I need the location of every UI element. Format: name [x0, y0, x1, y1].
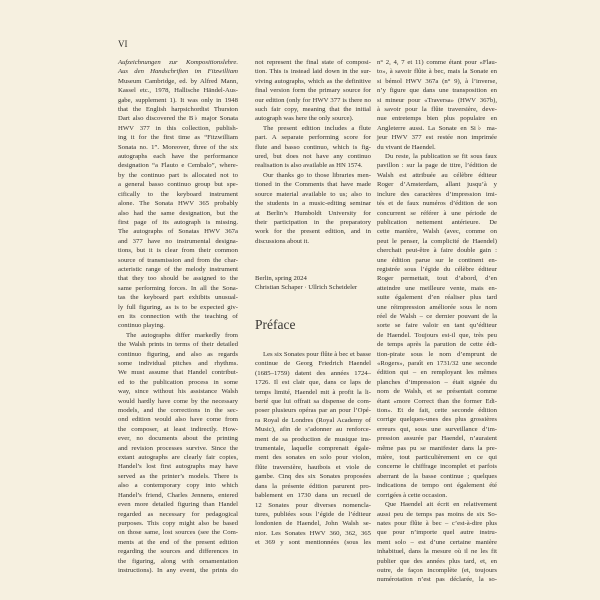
- text-line: cherchait peut-être à faire double gain :: [377, 247, 497, 255]
- text-line: ra Royal de Londres (Royal Academy of: [255, 416, 371, 424]
- text-line: The autographs differ markedly from: [126, 331, 238, 339]
- text-line: and revision processes survive. Since the: [118, 444, 238, 452]
- text-line: would hardly have come by the necessary: [118, 397, 238, 405]
- text-line: continuo figuring, and also as regards: [118, 350, 238, 358]
- text-line: outre, de façon incomplète (et, toujours: [377, 566, 497, 574]
- text-line: 1726. Il est clair que, dans ce laps de: [255, 379, 371, 387]
- text-line: Handel’s friend, Charles Jennens, entered: [118, 491, 238, 499]
- text-line: indications de tempo ont également été: [377, 482, 497, 490]
- text-line: the Walsh prints in terms of their detailed: [118, 341, 238, 349]
- text-line: continuo playing.: [118, 322, 165, 330]
- text-line: jeur HWV 377 est restée non imprimée: [377, 134, 497, 142]
- english-column-2: [255, 58, 371, 246]
- paragraph: [377, 500, 497, 585]
- text-line: gambe. Cinq des six Sonates proposées: [255, 473, 371, 481]
- text-line: tés et de faux numéros d’édition de son: [377, 200, 497, 208]
- text-line: planches d’impression – était signée du: [377, 378, 497, 386]
- text-line: tion-pirate sous le nom d’emprunt de: [377, 350, 497, 358]
- text-line: HWV 377 in this collection, publish-: [118, 124, 238, 132]
- french-column-2: [377, 58, 497, 585]
- page-number: VI: [118, 39, 128, 49]
- text-line: du vivant de Haendel.: [377, 143, 436, 151]
- text-line: the composer, at least indirectly. How-: [118, 425, 238, 433]
- paragraph: [255, 58, 371, 124]
- text-line: a general basso continuo group but spe-: [118, 181, 238, 189]
- text-line: même pas pu se manifester dans la pre-: [377, 444, 497, 452]
- paragraph: [118, 58, 238, 331]
- text-line: (1685–1759) datent des années 1724–: [255, 369, 371, 377]
- text-line: regarded as necessary for pedagogical: [118, 510, 238, 518]
- text-line: de temps après la parution de cette édi-: [377, 341, 497, 349]
- text-line: suite également d’en réaliser plus tard: [377, 294, 497, 302]
- text-line: ond edition would also have come from: [118, 416, 238, 424]
- section-heading: Préface: [255, 317, 296, 332]
- text-line: à savoir pour la flûte traversière, deve-: [377, 106, 497, 114]
- text-line: not represent the final state of composi-: [255, 59, 371, 66]
- text-line: londonien de Haendel, John Walsh se-: [255, 520, 371, 528]
- text-line: ment solo – est d’une certaine manière: [377, 538, 497, 546]
- text-line: tions, but it is clear from their common: [118, 247, 238, 255]
- text-line: at Berlin’s Humboldt University for: [255, 209, 371, 217]
- text-line: concurrent se référer à une période de: [377, 209, 497, 217]
- text-line: corrige quelques-unes des plus grossières: [377, 416, 497, 424]
- text-line: our edition (only for HWV 377 is there no: [255, 96, 371, 104]
- paragraph: [377, 58, 497, 152]
- text-line: Music), afin de s’adonner au renforce-: [255, 426, 371, 434]
- text-line: the figuring, along with ornamentation: [118, 557, 238, 565]
- text-line: si bémol HWV 367a (n° 9), à l’inverse,: [377, 77, 497, 85]
- text-line: nates pour flûte à bec – c’est-à-dire plus: [377, 519, 497, 527]
- text-line: dans la présente édition parurent pro-: [255, 482, 371, 490]
- text-line: tioned in the Comments that have made: [255, 181, 371, 189]
- text-line: flute and basso continuo, which is fig-: [255, 143, 371, 151]
- text-line: si mineur pour «Traversa» (HWV 367b),: [377, 96, 497, 104]
- text-line: aussi peu de temps pas moins de six So-: [377, 510, 497, 518]
- text-line: ing it for the first time as “Fitzwilliam: [118, 134, 238, 142]
- text-line: 12 Sonates pour diverses nomencla-: [255, 501, 371, 509]
- text-line: also had the same designation, but the: [118, 209, 238, 217]
- text-line: registrée sous l’égide du célèbre éditeur: [377, 265, 497, 273]
- text-line: Our thanks go to those libraries men-: [263, 171, 371, 179]
- text-line: tas the keyboard part exhibits unusual-: [118, 294, 238, 302]
- text-line: sorte se faire valoir en tant qu’éditeur: [377, 322, 497, 330]
- text-line: ed to the publication process in some: [118, 378, 238, 386]
- text-line: even more detailed figuring than Handel: [118, 501, 238, 509]
- text-line: We must assume that Handel contribut-: [118, 369, 238, 377]
- text-line: on those same, lost sources (see the Com-: [118, 529, 238, 537]
- text-line: Du reste, la publication se fit sous faux: [385, 153, 497, 161]
- text-line: viving autographs, which as the definitive: [255, 77, 371, 85]
- text-line: Aus den Handschriften im Fitzwilliam: [118, 68, 238, 76]
- text-line: Roger permettait, tout d’abord, d’en: [377, 275, 497, 283]
- text-line: erreurs qui, sous une surveillance d’im-: [377, 425, 497, 433]
- text-line: une édition parue sur le continent en-: [377, 256, 497, 264]
- paragraph: [118, 331, 238, 576]
- text-line: Dart also discovered the B♭ major Sonata: [118, 115, 238, 123]
- text-line: final version form the primary source for: [255, 87, 371, 95]
- text-line: tures, publiées sous l’égide de l’éditeur: [255, 510, 371, 518]
- text-line: numérotation n’est pas déclarée, la so-: [377, 576, 497, 584]
- text-line: acteristic range of the melody instrument: [118, 265, 238, 273]
- text-line: such fair copy, meaning that the initial: [255, 106, 371, 114]
- text-line: Les six Sonates pour flûte à bec et basse: [263, 351, 371, 358]
- text-line: Aufzeichnungen zur Kompositionslehre.: [118, 59, 238, 66]
- paragraph: [377, 152, 497, 500]
- text-line: corrigées à cette occasion.: [377, 491, 448, 499]
- text-line: and 377 have no instrumental designa-: [118, 237, 238, 245]
- text-line: nom de Walsh, et se présentait comme: [377, 388, 497, 396]
- text-line: ly full figuring, as is to be expected giv-: [118, 303, 238, 311]
- text-line: Walsh est attribuée au célèbre éditeur: [377, 171, 497, 179]
- text-line: served as the printer’s models. There is: [118, 472, 238, 480]
- text-line: same performing forces. In all the Sona-: [118, 284, 238, 292]
- text-line: Roger d’Amsterdam, allant jusqu’à y: [377, 181, 497, 189]
- text-line: tion». Et de fait, cette seconde édition: [377, 407, 497, 415]
- signature: [255, 274, 357, 293]
- text-line: ment de sa production de musique ins-: [255, 435, 371, 443]
- text-line: Que Haendel ait écrit en relativement: [385, 501, 497, 509]
- text-line: n’y figure que dans une transposition en: [377, 87, 497, 95]
- text-line: une réimpression améliorée sous le nom: [377, 303, 497, 311]
- text-line: nior. Les Sonates HWV 360, 362, 365: [255, 529, 371, 537]
- text-line: bablement en 1730 dans un recueil de: [255, 492, 371, 500]
- text-line: Sonata no. 1”. Moreover, three of the six: [118, 143, 238, 151]
- french-column-1: [255, 350, 371, 548]
- paragraph: [255, 124, 371, 171]
- text-line: discussions about it.: [255, 237, 310, 245]
- text-line: designation “a Flauto e Cembalo”, where-: [118, 162, 238, 170]
- text-line: aberrant de la basse continue ; quelques: [377, 472, 497, 480]
- text-line: source material available to us; also to: [255, 190, 371, 198]
- text-line: de Haendel. Toujours est-il que, très peu: [377, 331, 497, 339]
- text-line: inclure des caractères d’impression imi-: [377, 190, 497, 198]
- text-line: instructions). In any event, the prints do: [118, 566, 238, 574]
- text-line: étant «more Correct than the former Edi-: [377, 397, 497, 405]
- text-line: work for the present edition, and in: [255, 228, 371, 236]
- text-line: temps limité, Haendel mit à profit la li-: [255, 388, 371, 396]
- text-line: way, since without his assistance Walsh: [118, 388, 238, 396]
- text-line: gabe, supplement 1). It was only in 1948: [118, 96, 238, 104]
- text-line: source of transmission and from the char-: [118, 256, 238, 264]
- text-line: first page of its autograph is missing.: [118, 218, 238, 226]
- text-line: that they too should be assigned to the: [118, 275, 238, 283]
- text-line: continue de Georg Friedrich Haendel: [255, 360, 371, 368]
- text-line: The autographs of Sonatas HWV 367a: [118, 228, 238, 236]
- text-line: that the English harpsichordist Thurston: [118, 106, 238, 114]
- text-line: extant autographs are clearly fair copies,: [118, 454, 238, 462]
- text-line: realisation is also available as HN 1574.: [255, 162, 363, 170]
- text-line: ever, no documents about the printing: [118, 435, 238, 443]
- text-line: part. A separate performing score for: [255, 134, 371, 142]
- text-line: cette manière, Walsh (avec, comme on: [377, 228, 497, 236]
- text-line: regarding the sources and differences in: [118, 548, 238, 556]
- text-line: poser plusieurs opéras par an pour l’Opé-: [255, 407, 371, 415]
- text-line: purposes. This copy might also be based: [118, 519, 238, 527]
- text-line: réel de Walsh – ce dernier pouvant de la: [377, 312, 497, 320]
- text-line: n° 2, 4, 7 et 11) comme étant pour «Flau-: [377, 59, 497, 66]
- text-line: inhabituel, dans la mesure où il ne les fit: [377, 548, 497, 556]
- text-line: concerne le chiffrage incomplet et parfois: [377, 463, 497, 471]
- text-line: Angleterre aussi. La Sonate en Si♭ ma-: [377, 124, 497, 132]
- text-line: Handel’s lost first autographs may have: [118, 463, 238, 471]
- text-line: their participation in the preparatory: [255, 218, 371, 226]
- text-line: ured, but does not have any continuo: [255, 153, 371, 161]
- text-line: autograph was here the only source).: [255, 115, 354, 123]
- text-line: alone. The Sonata HWV 365 probably: [118, 200, 238, 208]
- place-date: Berlin, spring 2024: [255, 275, 307, 282]
- text-line: the students in a music-editing seminar: [255, 200, 371, 208]
- text-line: et 369 y sont mentionnées (sous les: [255, 539, 371, 547]
- text-line: «Rogers», paraît en 1731/32 une seconde: [377, 360, 497, 367]
- text-line: édition qui – en remployant les mêmes: [377, 369, 497, 377]
- text-line: The present edition includes a flute: [263, 124, 371, 132]
- english-column-1: [118, 58, 238, 575]
- text-line: tion. This is instead laid down in the sur-: [255, 68, 371, 76]
- text-line: pression assurée par Haendel, n’auraient: [377, 435, 497, 443]
- text-line: Museum Cambridge, ed. by Alfred Mann,: [118, 77, 238, 85]
- text-line: peut le penser, la complicité de Haendel): [377, 237, 497, 245]
- text-line: publier que des années plus tard, et, en: [377, 557, 497, 565]
- text-line: some individual pitches and rhythms.: [118, 360, 238, 367]
- text-line: publication nettement antérieure. De: [377, 218, 497, 226]
- text-line: by the continuo part is allocated not to: [118, 171, 238, 179]
- text-line: models, and the corrections in the sec-: [118, 407, 238, 415]
- text-line: que pour n’importe quel autre instru-: [377, 529, 497, 537]
- text-line: ments at the end of the present edition: [118, 538, 238, 546]
- text-line: trumentale, laquelle comprenait égale-: [255, 445, 371, 453]
- text-line: pavillon : sur la page de titre, l’édition de: [377, 162, 497, 170]
- text-line: en its connection with the teaching of: [118, 312, 238, 320]
- text-line: ment des sonates en solo pour violon,: [255, 454, 371, 462]
- text-line: mière, tout particulièrement en ce qui: [377, 454, 497, 462]
- text-line: cifically to the keyboard instrument: [118, 190, 238, 198]
- text-line: also a contemporary copy into which: [118, 482, 238, 490]
- text-line: berté que lui offrait sa dispense de com-: [255, 398, 371, 406]
- text-line: nue entretemps bien plus populaire en: [377, 115, 497, 123]
- authors: Christian Schaper · Ullrich Scheideler: [255, 284, 358, 292]
- text-line: flûte traversière, hautbois et viole de: [255, 463, 371, 471]
- text-line: atteindre une meilleure vente, mais en-: [377, 284, 497, 292]
- text-line: Kassel etc., 1978, Hallische Händel-Aus-: [118, 87, 238, 95]
- text-line: to», à savoir flûte à bec, mais la Sonate en: [377, 68, 497, 76]
- paragraph: [255, 171, 371, 246]
- text-line: autographs each have the performance: [118, 153, 238, 161]
- paragraph: [255, 350, 371, 548]
